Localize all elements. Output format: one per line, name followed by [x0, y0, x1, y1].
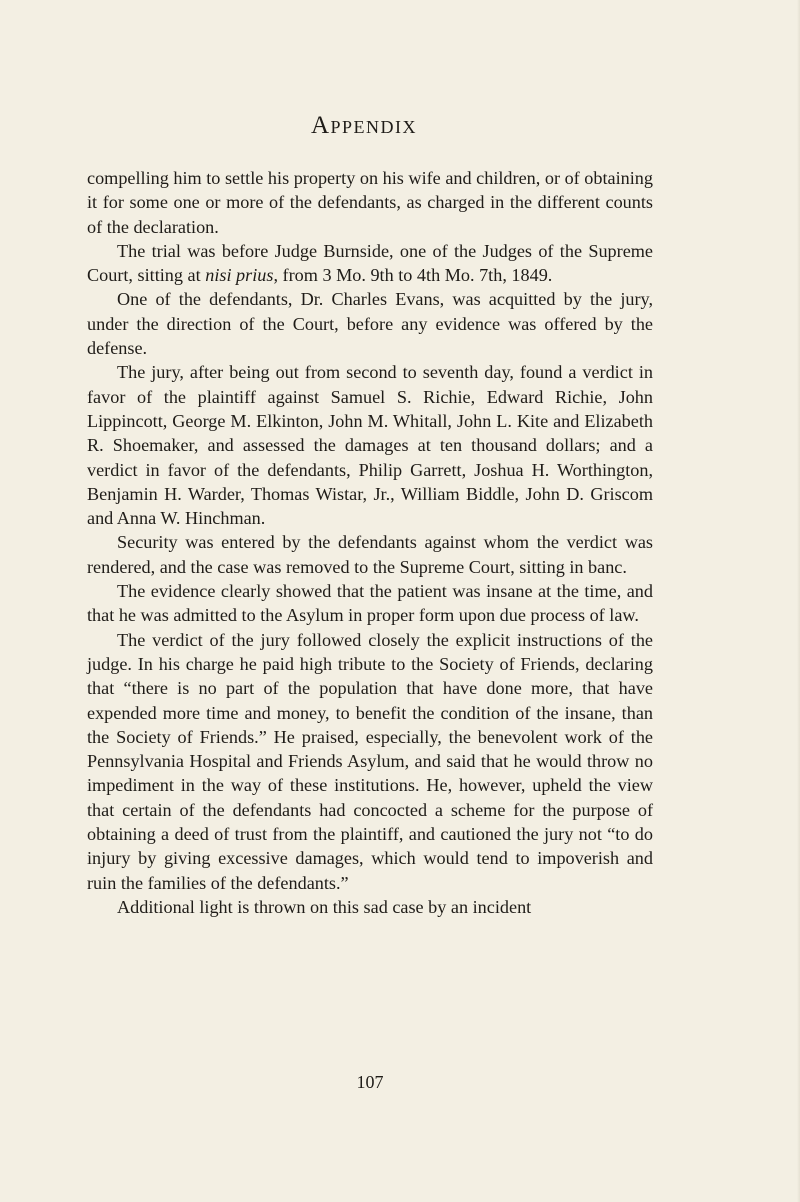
running-head: Appendix: [310, 112, 418, 139]
paragraph-evidence: The evidence clearly showed that the patient was insane at the time, and that he was admitted to the Asylum in proper form upon due process of law.: [87, 581, 653, 626]
paragraph-verdict: The jury, after being out from second to seventh day, found a verdict in favor of the plaintiff against Samuel S. Richie, Edward Richie, John Lippincott, George M. Elkinton, John M. Whitall, John L. Kite and Elizabeth R. Shoemaker, and assessed the damages at ten thousand dollars; and a verdict in favor of the defendants, Philip Garrett, Joshua H. Worthington, Benjamin H. Warder, Thomas Wistar, Jr., William Biddle, John D. Griscom and Anna W. Hinchman.: [87, 362, 653, 529]
paragraph-acquittal: One of the defendants, Dr. Charles Evans, was acquitted by the jury, under the direction of the Court, before any evidence was offered by the defense.: [87, 289, 653, 359]
paragraph-continuation: compelling him to settle his property on his wife and children, or of obtaining it for some one or more of the defendants, as charged in the different counts of the declaration.: [87, 168, 653, 237]
paragraph-trial: The trial was before Judge Burnside, one of the Judges of the Supreme Court, sitting at nisi prius, from 3 Mo. 9th to 4th Mo. 7th, 1849.: [87, 240, 653, 286]
paragraph-instructions: The verdict of the jury followed closely the explicit instructions of the judge. In his charge he paid high tribute to the Society of Friends, declaring that “there is no part of the population that have done more, that have expended more time and money, to benefit the condition of the insane, than the Society of Friends.” He praised, especially, the benevolent work of the Pennsylvania Hospital and Friends Asylum, and said that he would throw no impediment in the way of these institutions. He, however, upheld the view that certain of the defendants had concocted a scheme for the purpose of obtaining a deed of trust from the plaintiff, and cautioned the jury not “to do injury by giving excessive damages, which would tend to impoverish and ruin the families of the defendants.”: [87, 629, 653, 893]
paragraph-additional-light: Additional light is thrown on this sad case by an incident: [117, 896, 532, 917]
body-text: [87, 166, 653, 919]
page-number: 107: [356, 1072, 384, 1092]
latin-phrase: nisi prius: [205, 265, 274, 286]
paragraph-security: Security was entered by the defendants against whom the verdict was rendered, and the case was removed to the Supreme Court, sitting in banc.: [87, 532, 653, 577]
